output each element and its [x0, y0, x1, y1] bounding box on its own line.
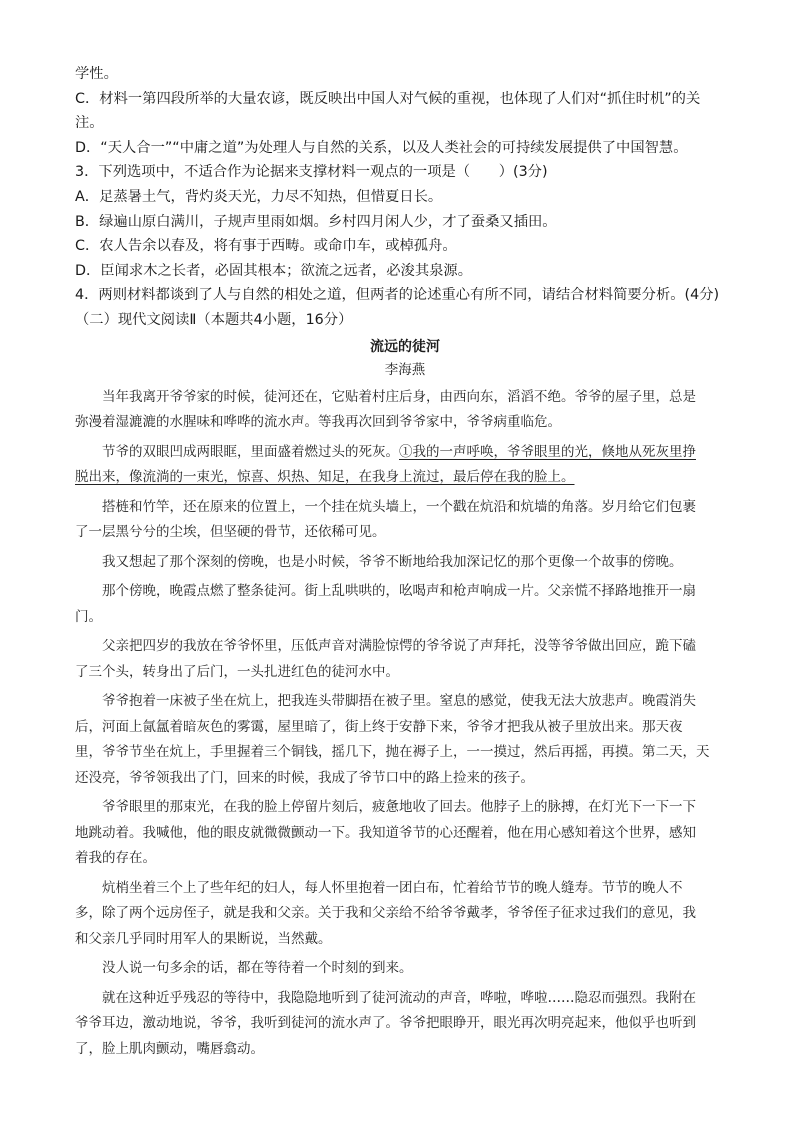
option-d: D．“天人合一”“中庸之道”为处理人与自然的关系，以及人类社会的可持续发展提供了中国智慧。	[75, 139, 688, 156]
story-paragraph	[75, 579, 735, 630]
story-paragraph	[75, 956, 735, 982]
story-paragraph	[75, 440, 735, 491]
paragraph-line: 了三个头，转身出了后门，一头扎进红色的徒河水中。	[75, 663, 399, 680]
story-paragraph	[75, 795, 735, 872]
story-paragraph	[75, 634, 735, 685]
section-heading: （二）现代文阅读Ⅱ（本题共4小题，16分）	[75, 311, 353, 328]
paragraph-line: 门。	[75, 608, 102, 625]
exam-questions	[75, 62, 735, 1066]
story-paragraph	[75, 550, 735, 576]
underlined-sentence-1: ①我的一声呼唤，爷爷眼里的光，倏地从死灰里挣	[399, 443, 696, 460]
paragraph-line: 后，河面上氤氲着暗灰色的雾霭，屋里暗了，街上终于安静下来，爷爷才把我从被子里放出来。那天夜	[75, 718, 683, 735]
question-3-option-a: A．足蒸暑土气，背灼炎天光，力尽不知热，但惜夏日长。	[75, 188, 443, 205]
question-3-stem: 3．下列选项中，不适合作为论据来支撑材料一观点的一项是（ ）(3分)	[75, 164, 548, 181]
paragraph-line: 我又想起了那个深刻的傍晚，也是小时候，爷爷不断地给我加深记忆的那个更像一个故事的傍晚。	[102, 553, 683, 570]
paragraph-line: 当年我离开爷爷家的时候，徒河还在，它贴着村庄后身，由西向东，滔滔不绝。爷爷的屋子里，总是	[102, 388, 696, 405]
paragraph-line	[75, 440, 735, 466]
story-author: 李海燕	[384, 361, 426, 378]
question-3-option-c: C．农人告余以春及，将有事于西畴。或命巾车，或棹孤舟。	[75, 238, 457, 255]
paragraph-line: 搭梿和竹竿，还在原来的位置上，一个挂在炕头墙上，一个戳在炕沿和炕墙的角落。岁月给它们包裹	[102, 498, 696, 515]
question-3-option-b: B．绿遍山原白满川，子规声里雨如烟。乡村四月闲人少，才了蚕桑又插田。	[75, 213, 557, 230]
option-c-line-1: C．材料一第四段所举的大量农谚，既反映出中国人对气候的重视，也体现了人们对“抓住时机”的关	[75, 90, 701, 107]
story-body	[75, 385, 735, 1063]
paragraph-line: 那个傍晚，晚霞点燃了整条徒河。街上乱哄哄的，吆喝声和枪声响成一片。父亲慌不择路地推开一扇	[102, 583, 696, 600]
paragraph-line: 父亲把四岁的我放在爷爷怀里，压低声音对满脸惊愕的爷爷说了声拜托，没等爷爷做出回应，跪下磕	[102, 638, 696, 655]
paragraph-segment: 节爷的双眼凹成两眼眶，里面盛着燃过头的死灰。	[102, 443, 399, 460]
story-title: 流远的徒河	[370, 338, 440, 355]
question-4: 4．两则材料都谈到了人与自然的相处之道，但两者的论述重心有所不同，请结合材料简要分析。(4分)	[75, 287, 720, 304]
story-paragraph	[75, 495, 735, 546]
option-c-line-2: 注。	[75, 115, 104, 132]
paragraph-line: 多，除了两个远房侄子，就是我和父亲。关于我和父亲给不给爷爷戴孝，爷爷侄子征求过我们的意见，我	[75, 905, 696, 922]
story-paragraph	[75, 689, 735, 791]
story-paragraph	[75, 986, 735, 1063]
paragraph-line: 地跳动着。我喊他，他的眼皮就微微颤动一下。我知道爷节的心还醒着，他在用心感知着这个世界，感知	[75, 824, 696, 841]
paragraph-line: 着我的存在。	[75, 850, 156, 867]
paragraph-line: 弥漫着湿漉漉的水腥味和哗哗的流水声。等我再次回到爷爷家中，爷爷病重临危。	[75, 414, 561, 431]
paragraph-line: 了，脸上肌肉颤动，嘴唇翕动。	[75, 1040, 264, 1057]
paragraph-line: 爷爷眼里的那束光，在我的脸上停留片刻后，疲惫地收了回去。他脖子上的脉搏，在灯光下一下一下	[102, 799, 696, 816]
paragraph-line: 炕梢坐着三个上了些年纪的妇人，每人怀里抱着一团白布，忙着给节节的晚人缝寿。节节的晚人不	[102, 879, 683, 896]
paragraph-line: 就在这种近乎残忍的等待中，我隐隐地听到了徒河流动的声音，哗啦，哗啦……隐忍而强烈。我附在	[102, 989, 696, 1006]
paragraph-line: 了一层黑兮兮的尘埃，但坚硬的骨节，还依稀可见。	[75, 524, 386, 541]
story-paragraph	[75, 385, 735, 436]
underlined-sentence-1-cont: 脱出来，像流淌的一束光，惊喜、炽热、知足，在我身上流过，最后停在我的脸上。	[75, 469, 575, 486]
paragraph-line: 爷爷抱着一床被子坐在炕上，把我连头带脚捂在被子里。窒息的感觉，使我无法大放悲声。晚霞消失	[102, 693, 696, 710]
story-paragraph	[75, 876, 735, 953]
paragraph-line: 没人说一句多余的话，都在等待着一个时刻的到来。	[102, 960, 413, 977]
paragraph-line: 还没亮，爷爷领我出了门，回来的时候，我成了爷节口中的路上捡来的孩子。	[75, 769, 534, 786]
continued-line: 学性。	[75, 66, 118, 82]
question-3-option-d: D．臣闻求木之长者，必固其根本；欲流之远者，必浚其泉源。	[75, 262, 473, 279]
paragraph-line: 爷爷耳边，激动地说，爷爷，我听到徒河的流水声了。爷爷把眼睁开，眼光再次明亮起来，他似乎也听到	[75, 1015, 696, 1032]
paragraph-line: 里，爷爷节坐在炕上，手里握着三个铜钱，摇几下，抛在褥子上，一一摸过，然后再摇，再摸。第二天，天	[75, 744, 710, 761]
paragraph-line: 和父亲几乎同时用军人的果断说，当然戴。	[75, 930, 332, 947]
